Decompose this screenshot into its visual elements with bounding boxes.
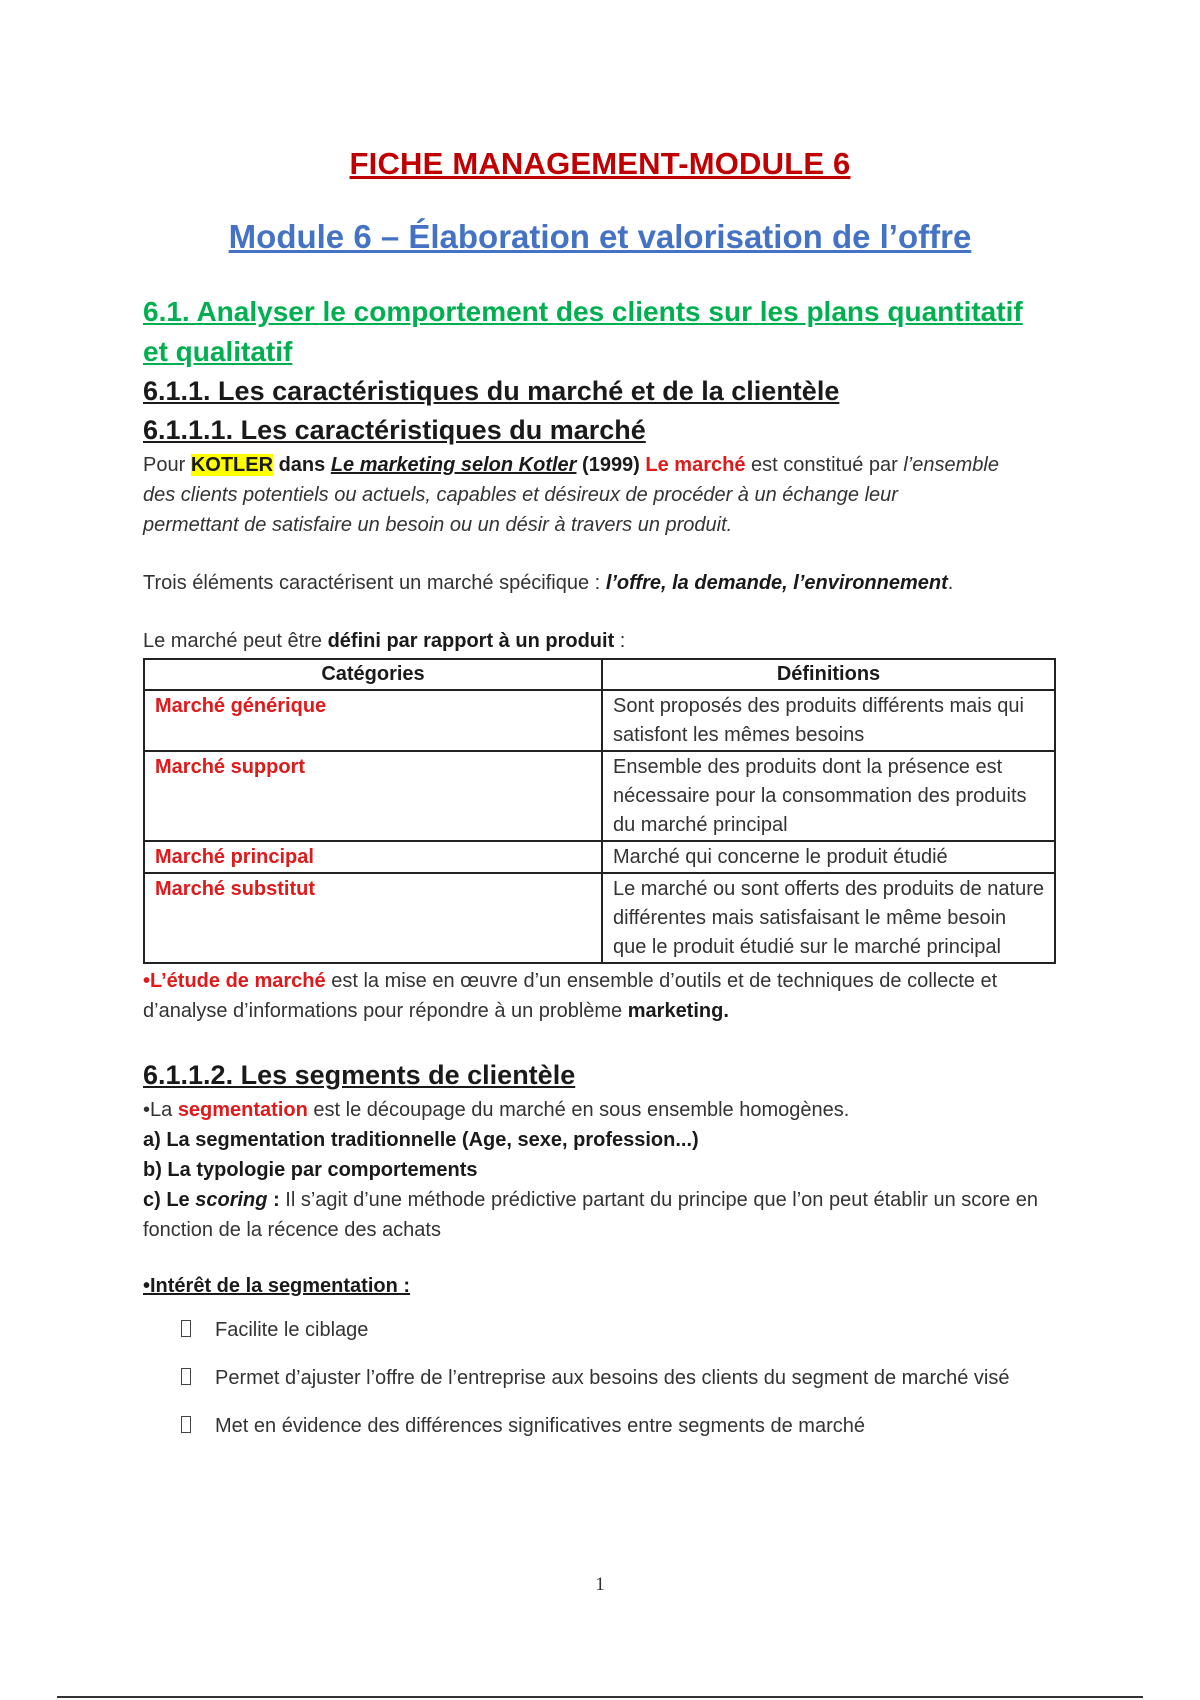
defini-prefix: Le marché peut être [143, 630, 322, 652]
section-6-1-heading [143, 292, 1058, 372]
defini-paragraph [143, 626, 1058, 656]
table-row [144, 873, 1055, 963]
kotler-pour: Pour [143, 454, 186, 476]
section-6-1-1-heading: 6.1.1. Les caractéristiques du marché et de la clientèle [143, 376, 840, 406]
interet-heading: •Intérêt de la segmentation : [143, 1275, 411, 1297]
definition-cell: Ensemble des produits dont la présence est nécessaire pour la consommation des produits du marché principal [602, 751, 1055, 841]
item-c-label: c) Le [143, 1189, 190, 1211]
segmentation-prefix: •La [143, 1099, 173, 1121]
kotler-definition-line3: permettant de satisfaire un besoin ou un désir à travers un produit. [143, 514, 733, 536]
category-cell: Marché principal [144, 841, 602, 873]
defini-suffix: : [619, 630, 626, 652]
list-item [181, 1359, 1058, 1397]
kotler-definition-line1: l’ensemble [903, 454, 999, 476]
section-6-1-1-1-heading: 6.1.1.1. Les caractéristiques du marché [143, 415, 646, 445]
square-bullet-icon [181, 1368, 191, 1385]
header-definitions: Définitions [602, 659, 1055, 690]
segmentation-item-b: b) La typologie par comportements [143, 1159, 478, 1181]
trois-elements-end: . [947, 572, 954, 594]
definition-cell: Le marché ou sont offerts des produits de nature différentes mais satisfaisant le même besoin que le produit étudié sur le marché principal [602, 873, 1055, 963]
trois-elements-paragraph [143, 568, 1058, 598]
kotler-constitue: est constitué par [751, 454, 898, 476]
bullet: • [143, 970, 151, 992]
etude-bold-end: marketing. [627, 1000, 729, 1022]
header-categories: Catégories [144, 659, 602, 690]
category-cell: Marché substitut [144, 873, 602, 963]
document-content [143, 292, 1058, 1455]
footer-divider [57, 1696, 1143, 1698]
section-6-1-title-line2: et qualitatif [143, 336, 293, 367]
trois-elements-text: Trois éléments caractérisent un marché spécifique : [143, 572, 601, 594]
item-c-colon: : [273, 1189, 280, 1211]
square-bullet-icon [181, 1416, 191, 1433]
section-6-1-1-2-heading: 6.1.1.2. Les segments de clientèle [143, 1060, 576, 1090]
etude-term: L’étude de marché [150, 970, 326, 992]
trois-elements-items: l’offre, la demande, l’environnement [605, 572, 948, 594]
list-item [181, 1311, 1058, 1349]
kotler-book-title: Le marketing selon Kotler [330, 454, 577, 476]
table-row [144, 841, 1055, 873]
kotler-year: (1999) [582, 454, 640, 476]
section-6-1-title-line1: 6.1. Analyser le comportement des clients sur les plans quantitatif [143, 296, 1023, 327]
square-bullet-icon [181, 1320, 191, 1337]
list-item-text: Permet d’ajuster l’offre de l’entreprise aux besoins des clients du segment de marché visé [215, 1367, 1010, 1389]
segmentation-text: est le découpage du marché en sous ensemble homogènes. [313, 1099, 850, 1121]
main-title: FICHE MANAGEMENT-MODULE 6 [349, 146, 851, 181]
definition-cell: Marché qui concerne le produit étudié [602, 841, 1055, 873]
page-number: 1 [595, 1574, 605, 1595]
list-item [181, 1407, 1058, 1445]
segmentation-paragraph [143, 1095, 1058, 1125]
kotler-definition-line2: des clients potentiels ou actuels, capables et désireux de procéder à un échange leur [143, 484, 898, 506]
segmentation-term: segmentation [177, 1099, 308, 1121]
module-title: Module 6 – Élaboration et valorisation de l’offre [228, 218, 972, 255]
kotler-definition [143, 450, 1058, 540]
segmentation-item-c [143, 1185, 1058, 1245]
interet-list [181, 1311, 1058, 1445]
kotler-dans: dans [278, 454, 326, 476]
table-row [144, 751, 1055, 841]
table-header-row [144, 659, 1055, 690]
list-item-text: Met en évidence des différences significatives entre segments de marché [215, 1415, 865, 1437]
list-item-text: Facilite le ciblage [215, 1319, 369, 1341]
kotler-author: KOTLER [190, 454, 274, 476]
category-cell: Marché support [144, 751, 602, 841]
table-row [144, 690, 1055, 751]
category-cell: Marché générique [144, 690, 602, 751]
kotler-le-marche: Le marché [645, 454, 746, 476]
definition-cell: Sont proposés des produits différents mais qui satisfont les mêmes besoins [602, 690, 1055, 751]
market-categories-table [143, 658, 1056, 964]
item-c-text: Il s’agit d’une méthode prédictive partant du principe que l’on peut établir un score en fonction de la récence des achats [143, 1189, 1038, 1241]
item-c-term: scoring [195, 1189, 268, 1211]
defini-bold: défini par rapport à un produit [327, 630, 615, 652]
segmentation-item-a: a) La segmentation traditionnelle (Age, sexe, profession...) [143, 1129, 699, 1151]
etude-text: est la mise en œuvre d’un ensemble d’outils et de techniques de collecte et d’analyse d’informations pour répondre à un problème [143, 970, 998, 1022]
etude-de-marche-paragraph [143, 966, 1058, 1026]
